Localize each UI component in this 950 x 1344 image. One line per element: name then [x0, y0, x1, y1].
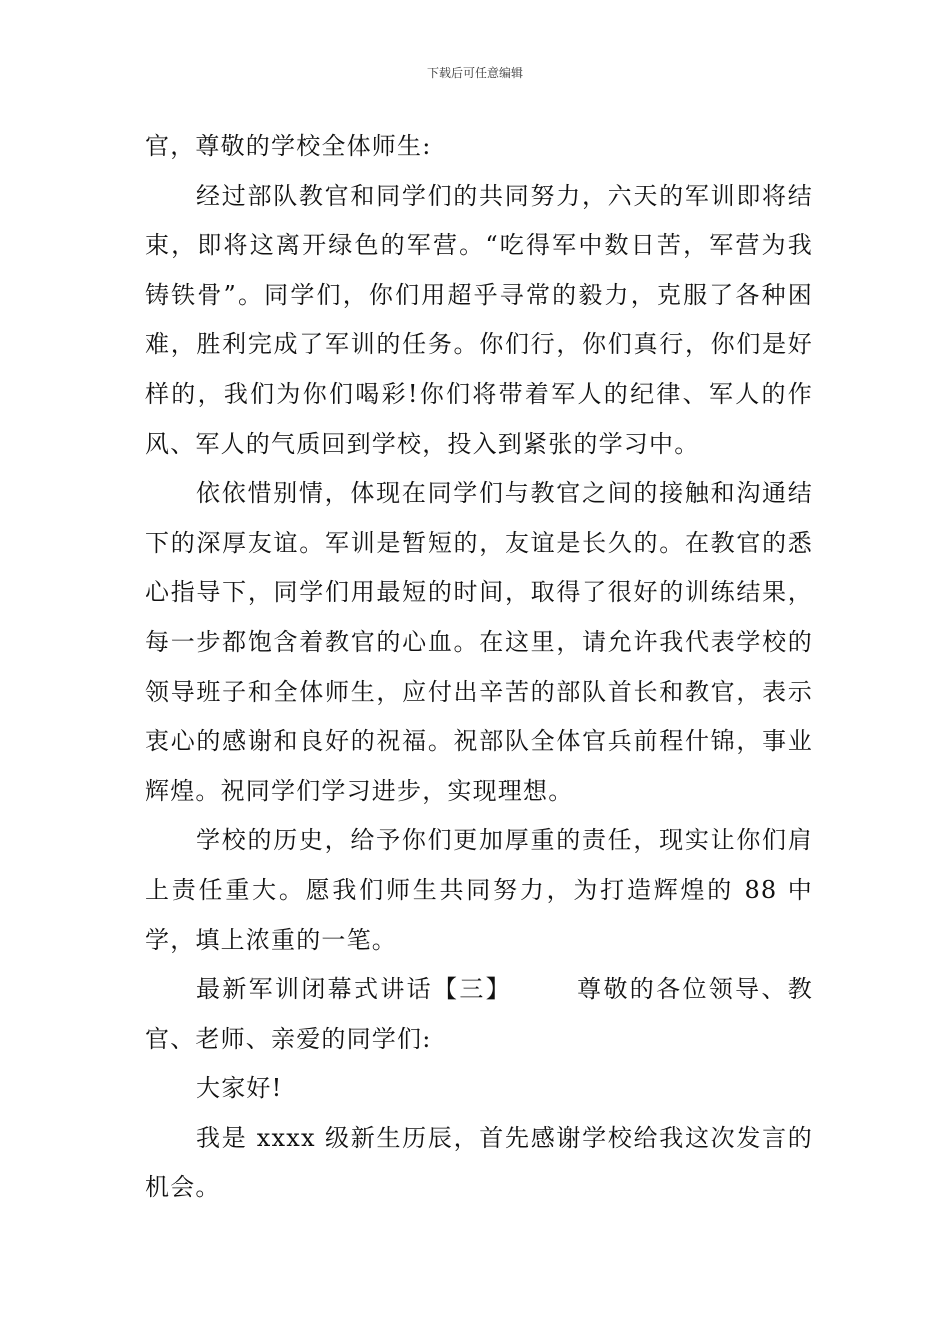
- section-heading-paragraph: [145, 965, 813, 1064]
- paragraph-salutation: 官，尊敬的学校全体师生:: [145, 132, 432, 160]
- section-heading: 最新军训闭幕式讲话【三】: [196, 975, 512, 1004]
- paragraph-farewell-friendship: 依依惜别情，体现在同学们与教官之间的接触和沟通结下的深厚友谊。军训是暂短的，友谊是长久的。在教官的悉心指导下，同学们用最短的时间，取得了很好的训练结果，每一步都饱含着教官的心血。在这里，请允许我代表学校的领导班子和全体师生，应付出辛苦的部队首长和教官，表示衷心的感谢和良好的祝福。祝部队全体官兵前程什锦，事业辉煌。祝同学们学习进步，实现理想。: [145, 479, 813, 805]
- paragraph-military-training-end: 经过部队教官和同学们的共同努力，六天的军训即将结束，即将这离开绿色的军营。“吃得军中数日苦，军营为我铸铁骨”。同学们，你们用超乎寻常的毅力，克服了各种困难，胜利完成了军训的任务。你们行，你们真行，你们是好样的，我们为你们喝彩!你们将带着军人的纪律、军人的作风、军人的气质回到学校，投入到紧张的学习中。: [145, 181, 813, 458]
- paragraph-speaker-intro: 我是 xxxx 级新生历辰，首先感谢学校给我这次发言的机会。: [145, 1123, 813, 1202]
- document-body: [145, 122, 813, 1213]
- paragraph-school-history: 学校的历史，给予你们更加厚重的责任，现实让你们肩上责任重大。愿我们师生共同努力，为打造辉煌的 88 中学，填上浓重的一笔。: [145, 826, 813, 954]
- section-salutation: 尊敬的各位领导、教官、老师、亲爱的同学们:: [145, 975, 813, 1053]
- greeting: 大家好!: [196, 1074, 283, 1103]
- page-header-note: 下载后可任意编辑: [426, 66, 523, 80]
